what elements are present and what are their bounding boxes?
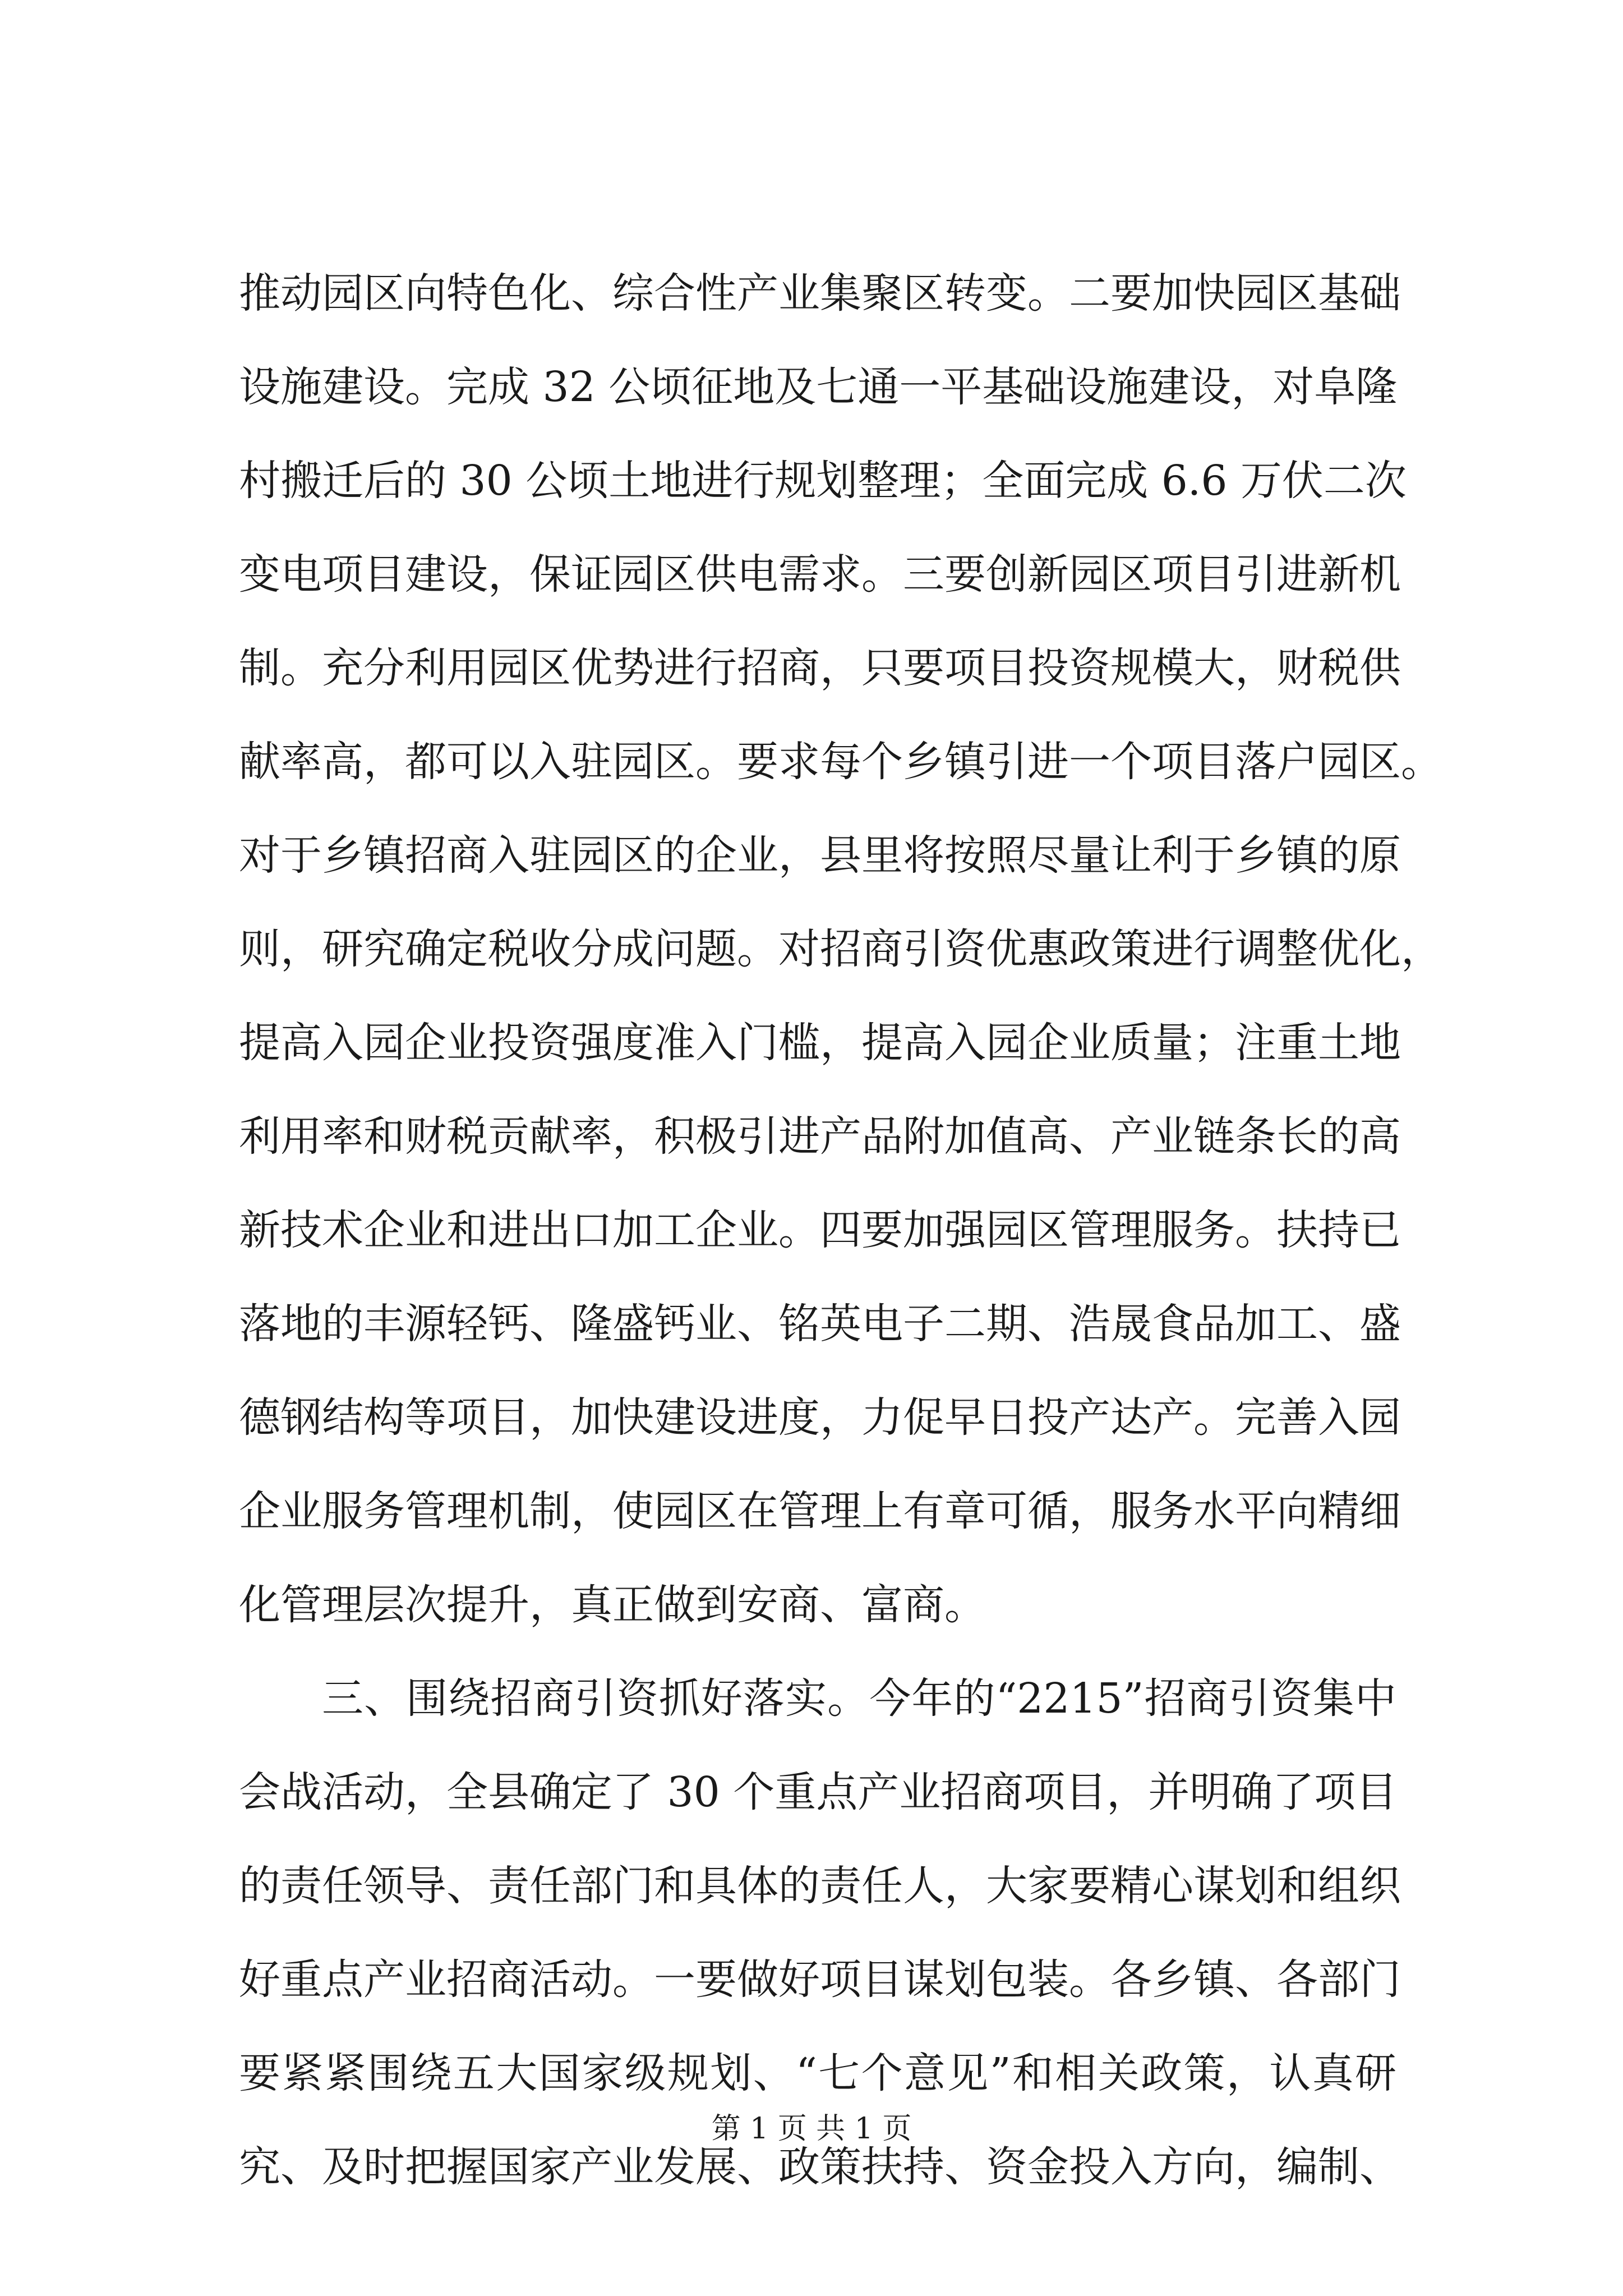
page-number: 第 1 页 共 1 页 xyxy=(711,2112,912,2146)
text-line: 会战活动，全县确定了 30 个重点产业招商项目，并明确了项目 xyxy=(239,1768,1398,1816)
text-line: 村搬迁后的 30 公顷土地进行规划整理；全面完成 6.6 万伏二次 xyxy=(239,457,1407,505)
text-line: 化管理层次提升，真正做到安商、富商。 xyxy=(239,1581,986,1629)
text-line: 三、围绕招商引资抓好落实。今年的“2215”招商引资集中 xyxy=(322,1674,1396,1723)
text-line: 则，研究确定税收分成问题。对招商引资优惠政策进行调整优化， xyxy=(239,925,1442,973)
text-line: 新技术企业和进出口加工企业。四要加强园区管理服务。扶持已 xyxy=(239,1206,1401,1254)
page-footer xyxy=(0,2105,1623,2147)
text-line: 对于乡镇招商入驻园区的企业，县里将按照尽量让利于乡镇的原 xyxy=(239,831,1401,880)
text-line: 推动园区向特色化、综合性产业集聚区转变。二要加快园区基础 xyxy=(239,269,1401,318)
text-line: 献率高，都可以入驻园区。要求每个乡镇引进一个项目落户园区。 xyxy=(239,738,1442,786)
text-line: 设施建设。完成 32 公顷征地及七通一平基础设施建设，对阜隆 xyxy=(239,363,1398,411)
text-line: 企业服务管理机制，使园区在管理上有章可循，服务水平向精细 xyxy=(239,1487,1401,1535)
text-line: 变电项目建设，保证园区供电需求。三要创新园区项目引进新机 xyxy=(239,550,1401,599)
text-line: 利用率和财税贡献率，积极引进产品附加值高、产业链条长的高 xyxy=(239,1112,1401,1161)
text-line: 落地的丰源轻钙、隆盛钙业、铭英电子二期、浩晟食品加工、盛 xyxy=(239,1300,1401,1348)
text-line: 究、及时把握国家产业发展、政策扶持、资金投入方向，编制、 xyxy=(239,2143,1401,2191)
text-line: 制。充分利用园区优势进行招商，只要项目投资规模大，财税供 xyxy=(239,644,1401,692)
text-line: 德钢结构等项目，加快建设进度，力促早日投产达产。完善入园 xyxy=(239,1393,1401,1442)
body-text xyxy=(239,247,1442,2214)
text-line: 提高入园企业投资强度准入门槛，提高入园企业质量；注重土地 xyxy=(239,1019,1401,1067)
text-line: 要紧紧围绕五大国家级规划、“七个意见”和相关政策，认真研 xyxy=(239,2049,1396,2097)
text-line: 的责任领导、责任部门和具体的责任人，大家要精心谋划和组织 xyxy=(239,1862,1401,1910)
text-line: 好重点产业招商活动。一要做好项目谋划包装。各乡镇、各部门 xyxy=(239,1955,1401,2004)
